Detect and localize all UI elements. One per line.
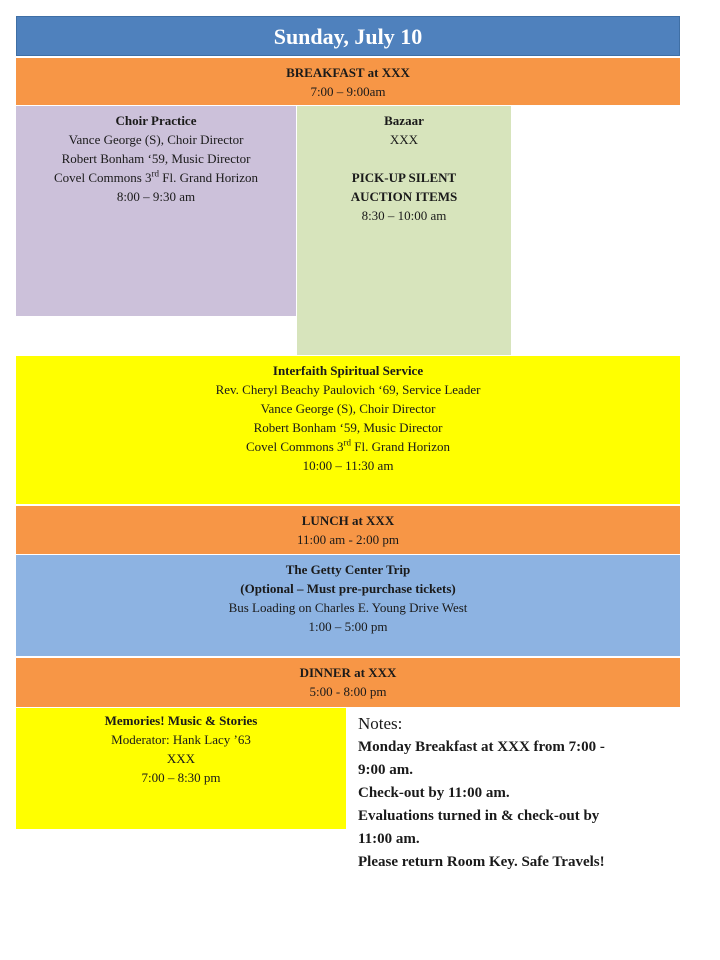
notes-heading: Notes: [358,714,403,733]
lunch-time: 11:00 am - 2:00 pm [296,532,400,547]
notes-line: Please return Room Key. Safe Travels! [358,854,605,870]
choir-location: Covel Commons 3rd Fl. Grand Horizon [54,168,258,185]
bazaar-time: 8:30 – 10:00 am [361,208,447,223]
bazaar-name: Bazaar [384,113,424,128]
interfaith-location: Covel Commons 3rd Fl. Grand Horizon [246,437,450,454]
interfaith-leader: Rev. Cheryl Beachy Paulovich ‘69, Service Leader [215,382,481,397]
bazaar-block [297,106,511,355]
memories-place: XXX [166,751,196,766]
dinner-name: DINNER at XXX [299,665,397,680]
notes-line: 11:00 am. [358,831,420,847]
notes-line: Monday Breakfast at XXX from 7:00 - [358,739,605,755]
notes-section [358,712,678,874]
getty-bus: Bus Loading on Charles E. Young Drive West [228,600,468,615]
bazaar-place: XXX [389,132,419,147]
breakfast-time: 7:00 – 9:00am [310,84,386,99]
page-title: Sunday, July 10 [16,16,680,56]
choir-director: Vance George (S), Choir Director [68,132,244,147]
interfaith-time: 10:00 – 11:30 am [302,458,394,473]
lunch-name: LUNCH at XXX [301,513,395,528]
getty-trip-block [16,555,680,656]
memories-moderator: Moderator: Hank Lacy ’63 [111,732,251,747]
memories-block [16,708,346,829]
interfaith-name: Interfaith Spiritual Service [272,363,424,378]
getty-name: The Getty Center Trip [285,562,411,577]
memories-time: 7:00 – 8:30 pm [141,770,221,785]
getty-note: (Optional – Must pre-purchase tickets) [240,581,456,596]
interfaith-service-block [16,356,680,504]
lunch-block [16,505,680,554]
dinner-time: 5:00 - 8:00 pm [309,684,387,699]
bazaar-pickup-line2: AUCTION ITEMS [350,189,458,204]
choir-time: 8:00 – 9:30 am [116,189,196,204]
dinner-block [16,657,680,707]
interfaith-choir-director: Vance George (S), Choir Director [260,401,436,416]
memories-name: Memories! Music & Stories [104,713,258,728]
choir-name: Choir Practice [115,113,197,128]
interfaith-music-director: Robert Bonham ‘59, Music Director [253,420,443,435]
breakfast-block [16,57,680,105]
notes-line: Check-out by 11:00 am. [358,785,510,801]
breakfast-name: BREAKFAST at XXX [286,65,410,80]
choir-music-director: Robert Bonham ‘59, Music Director [61,151,251,166]
bazaar-pickup-line1: PICK-UP SILENT [351,170,457,185]
choir-practice-block [16,106,296,316]
getty-time: 1:00 – 5:00 pm [308,619,388,634]
notes-line: 9:00 am. [358,762,413,778]
notes-line: Evaluations turned in & check-out by [358,808,600,824]
